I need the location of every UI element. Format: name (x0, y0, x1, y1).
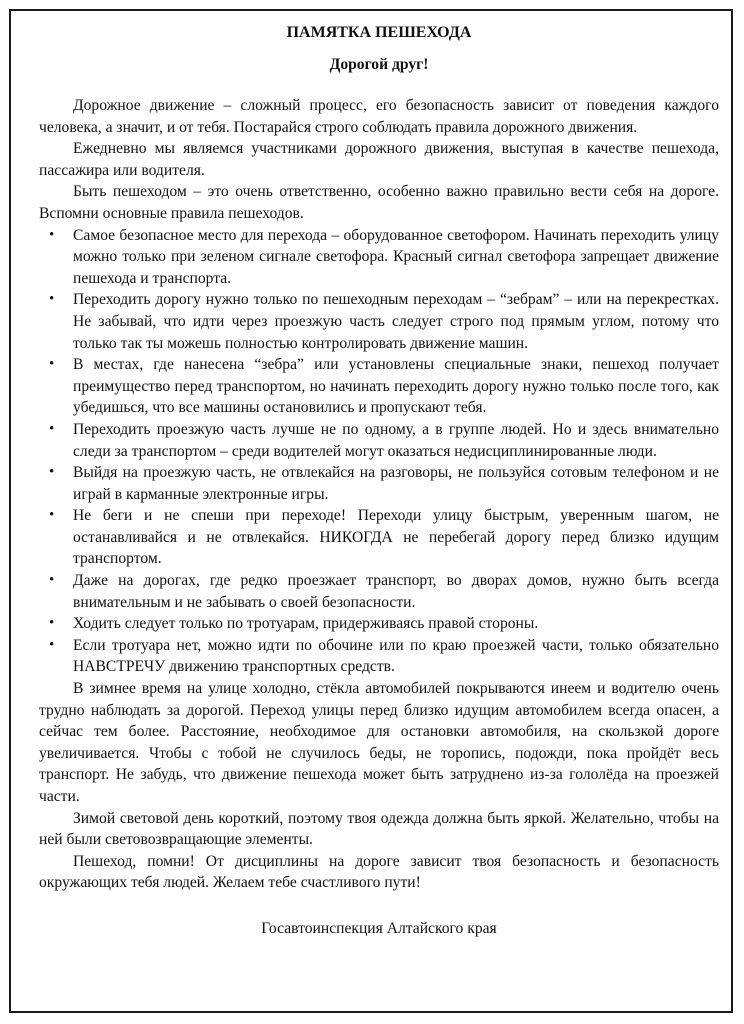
bullet-icon: • (49, 226, 55, 243)
bullet-icon: • (49, 615, 55, 632)
rule-item-9 (39, 635, 719, 678)
rule-text: Если тротуара нет, можно идти по обочине или по краю проезжей части, только обязательно НАВСТРЕЧУ движению транспортных средств. (73, 636, 719, 676)
rule-item-3 (39, 354, 719, 419)
signature: Госавтоинспекция Алтайского края (261, 919, 497, 937)
bullet-icon: • (49, 420, 55, 437)
rule-text: Ходить следует только по тротуарам, придерживаясь правой стороны. (73, 615, 539, 633)
document-page (9, 9, 733, 1013)
rule-text: Не беги и не спеши при переходе! Переходи улицу быстрым, уверенным шагом, не останавливайся и не отвлекайся. НИКОГДА не перебегай дорогу перед близко идущим транспортом. (73, 507, 719, 568)
intro-paragraph-3: Быть пешеходом – это очень ответственно, особенно важно правильно вести себя на дороге. Вспомни основные правила пешеходов. (39, 183, 719, 222)
bullet-icon: • (49, 356, 55, 373)
intro-paragraph-2: Ежедневно мы являемся участниками дорожного движения, выступая в качестве пешехода, пассажира или водителя. (39, 140, 719, 179)
rule-item-2 (39, 289, 719, 354)
outro-paragraph-2: Зимой световой день короткий, поэтому твоя одежда должна быть яркой. Желательно, чтобы на ней были световозвращающие элементы. (39, 809, 719, 849)
rule-text: В местах, где нанесена “зебра” или установлены специальные знаки, пешеход получает преимущество перед транспортом, но начинать переходить дорогу нужно только после того, как убедишься, что все машины остановились и пропускают тебя. (73, 356, 719, 417)
bullet-icon: • (49, 464, 55, 481)
outro-paragraph-1: В зимнее время на улице холодно, стёкла автомобилей покрываются инеем и водителю очень трудно наблюдать за дорогой. Переход улицы перед близко идущим автомобилем всегда опасен, а сейчас тем более. Расстояние, необходимое для остановки автомобиля, на скользкой дороге увеличивается. Чтобы с тобой не случилось беды, не торопись, подожди, пока пройдёт весь транспорт. Не забудь, что движение пешехода может быть затруднено из-за гололёда на проезжей части. (39, 680, 719, 805)
greeting: Дорогой друг! (329, 56, 429, 73)
document-title: ПАМЯТКА ПЕШЕХОДА (286, 24, 472, 41)
rule-item-5 (39, 462, 719, 505)
rules-list (39, 225, 719, 678)
rule-item-6 (39, 505, 719, 570)
bullet-icon: • (49, 291, 55, 308)
rule-text: Переходить проезжую часть лучше не по одному, а в группе людей. Но и здесь внимательно следи за транспортом – среди водителей могут оказаться недисциплинированные люди. (73, 420, 719, 460)
bullet-icon: • (49, 636, 55, 653)
rule-text: Переходить дорогу нужно только по пешеходным переходам – “зебрам” – или на перекрестках. Не забывай, что идти через проезжую часть следует строго под прямым углом, потому что только так ты можешь полностью контролировать движение машин. (73, 291, 719, 352)
rule-item-1 (39, 225, 719, 290)
rule-text: Самое безопасное место для перехода – оборудованное светофором. Начинать переходить улицу можно только при зеленом сигнале светофора. Красный сигнал светофора запрещает движение пешехода и транспорта. (73, 226, 719, 287)
rule-text: Выйдя на проезжую часть, не отвлекайся на разговоры, не пользуйся сотовым телефоном и не играй в карманные электронные игры. (73, 464, 719, 503)
outro-paragraph-3: Пешеход, помни! От дисциплины на дороге зависит твоя безопасность и безопасность окружающих тебя людей. Желаем тебе счастливого пути! (39, 852, 719, 892)
bullet-icon: • (49, 507, 55, 524)
rule-item-4 (39, 419, 719, 462)
document-content (39, 23, 719, 940)
rule-text: Даже на дорогах, где редко проезжает транспорт, во дворах домов, нужно быть всегда внимательным и не забывать о своей безопасности. (73, 572, 719, 611)
rule-item-7 (39, 570, 719, 613)
intro-paragraph-1: Дорожное движение – сложный процесс, его безопасность зависит от поведения каждого человека, а значит, и от тебя. Постарайся строго соблюдать правила дорожного движения. (39, 97, 719, 136)
rule-item-8 (39, 613, 719, 635)
bullet-icon: • (49, 572, 55, 589)
